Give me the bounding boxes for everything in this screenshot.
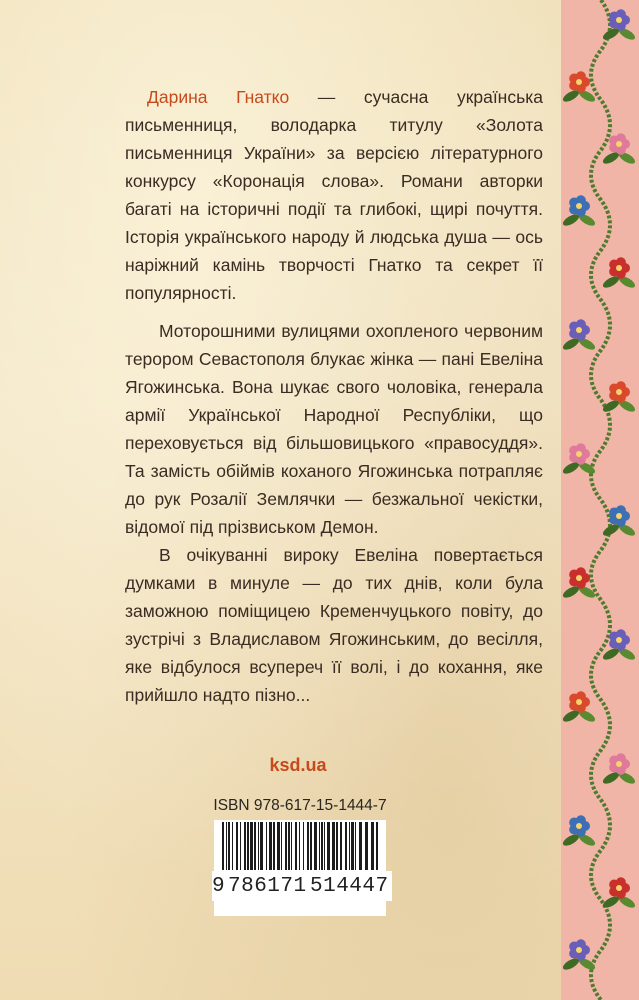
barcode-bars — [214, 820, 386, 872]
publisher-site: ksd.ua — [269, 755, 327, 775]
barcode-group-1: 786171 — [228, 874, 307, 898]
barcode — [214, 820, 386, 916]
barcode-digits — [212, 871, 392, 901]
annotation-paragraph-1: Моторошними вулицями охопленого червоним терором Севастополя блукає жінка — пані Евеліна Ягожинська. Вона шукає свого чоловіка, генерала армії Української Народної Республіки, що переховується від більшовицького «правосуддя». Та замість обіймів коханого Ягожинська потрапляє до рук Розалії Землячки — безжальної чекістки, відомої під прізвиськом Демон. — [125, 321, 543, 537]
author-bio — [125, 83, 543, 307]
barcode-first-digit: 9 — [212, 874, 226, 898]
barcode-group-2: 514447 — [310, 874, 389, 898]
author-name: Дарина Гнатко — [147, 87, 290, 107]
embroidery-border — [561, 0, 639, 1000]
floral-ornament-icon — [561, 0, 639, 1000]
author-bio-text: — сучасна українська письменниця, володарка титулу «Золота письменниця України» за версією літературного конкурсу «Коронація слова». Романи авторки багаті на історичні події та глибокі, щирі почуття. Історія українського народу й людська душа — ось наріжний камінь творчості Гнатко та секрет її популярності. — [125, 87, 543, 303]
book-annotation — [125, 317, 543, 709]
isbn-label: ISBN 978-617-15-1444-7 — [213, 797, 387, 814]
annotation-paragraph-2: В очікуванні вироку Евеліна повертається думками в минуле — до тих днів, коли була заможною поміщицею Кременчуцького повіту, до зустрічі з Владиславом Ягожинським, до весілля, яке відбулося всупереч її волі, і до кохання, яке прийшло надто пізно... — [125, 545, 543, 705]
